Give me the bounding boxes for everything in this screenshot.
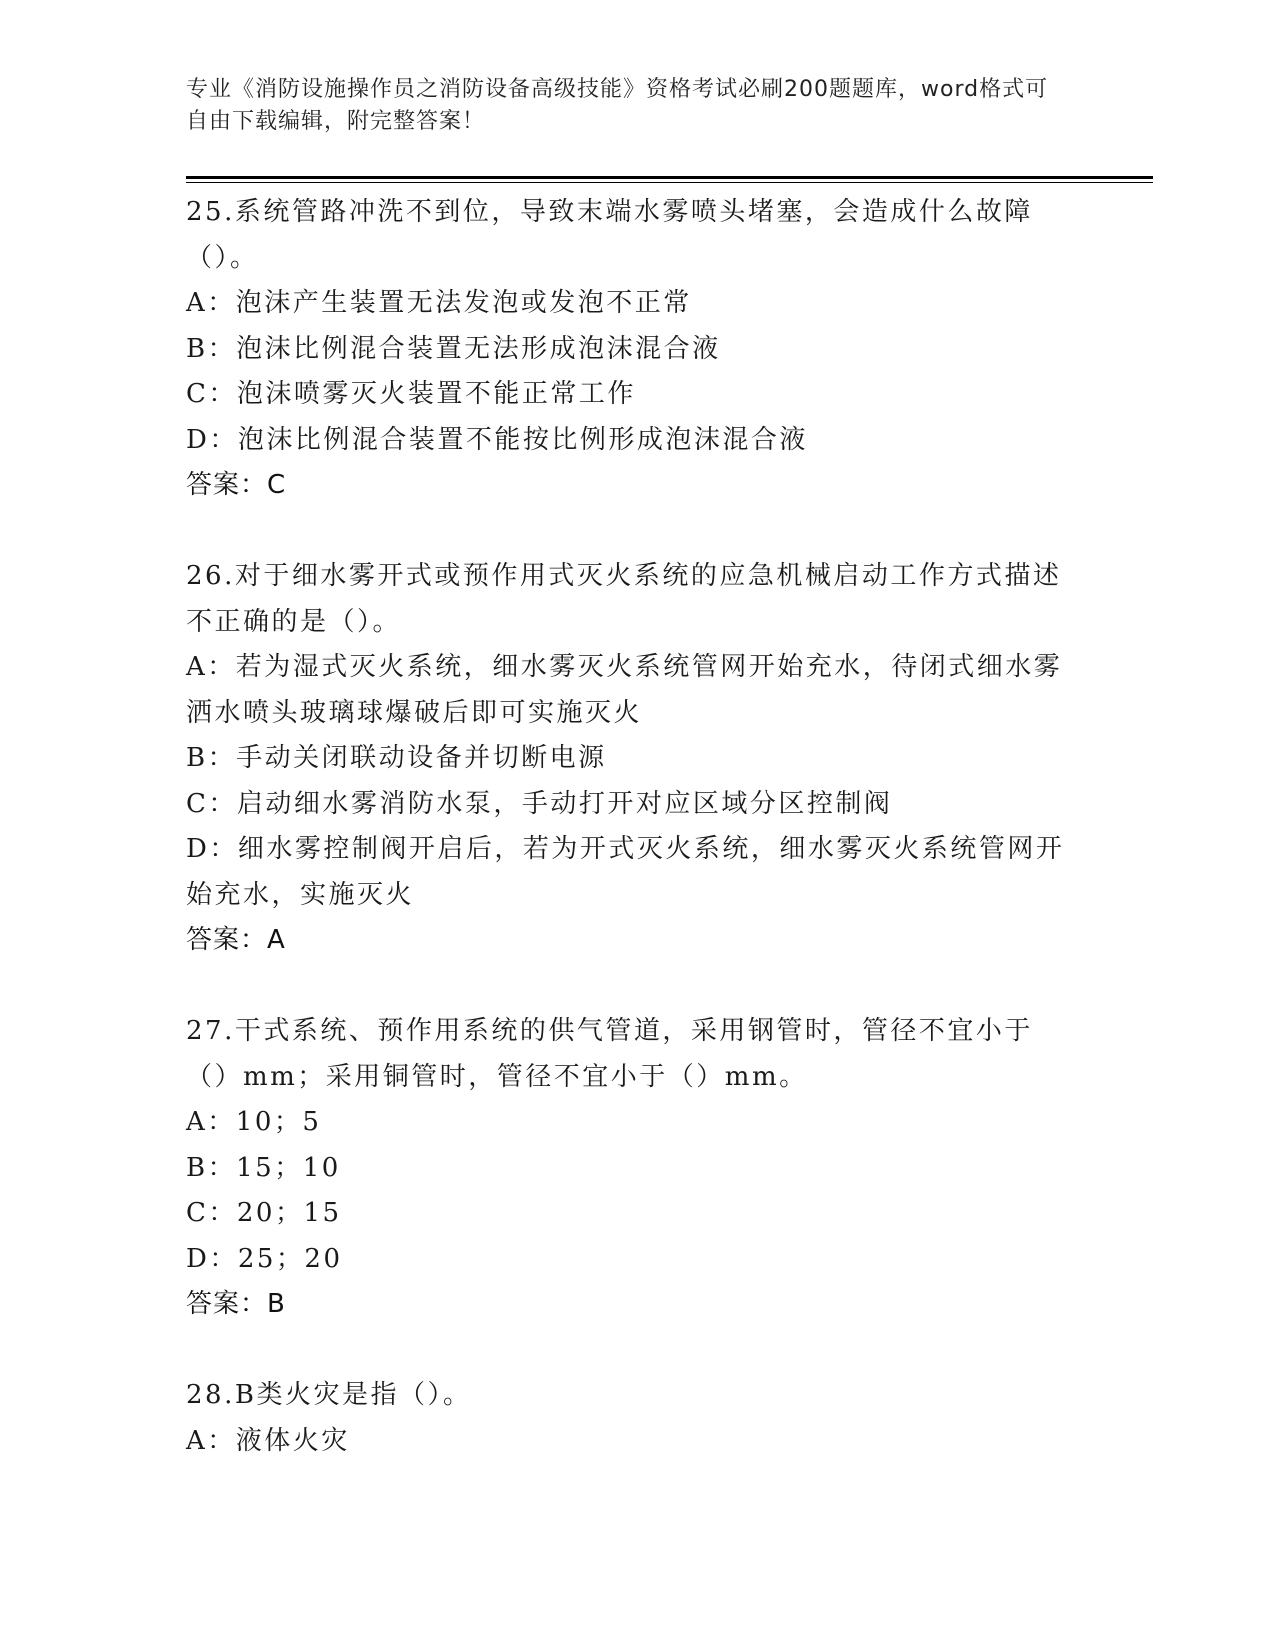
- option-b: B：泡沫比例混合装置无法形成泡沫混合液: [186, 333, 721, 364]
- document-header: 专业《消防设施操作员之消防设备高级技能》资格考试必刷200题题库，word格式可自由下载编辑，附完整答案！: [186, 77, 1049, 134]
- option-d: D：25；20: [186, 1243, 343, 1274]
- question-stem: 25.系统管路冲洗不到位，导致末端水雾喷头堵塞，会造成什么故障（）。: [186, 197, 1033, 273]
- header-divider-thick: [186, 176, 1153, 179]
- question-27: [186, 1009, 1076, 1328]
- question-stem: 27.干式系统、预作用系统的供气管道，采用钢管时，管径不宜小于（）mm；采用铜管时，管径不宜小于（）mm。: [186, 1016, 1033, 1092]
- option-c: C：启动细水雾消防水泵，手动打开对应区域分区控制阀: [186, 788, 893, 819]
- question-26: [186, 554, 1076, 964]
- option-d: D：泡沫比例混合装置不能按比例形成泡沫混合液: [186, 424, 808, 455]
- option-a: A：液体火灾: [186, 1425, 350, 1456]
- option-a: A：10；5: [186, 1107, 322, 1137]
- option-d: D：细水雾控制阀开启后，若为开式灭火系统，细水雾灭火系统管网开始充水，实施灭火: [186, 834, 1065, 910]
- question-spacer: [186, 1328, 1076, 1374]
- option-b: B：15；10: [186, 1152, 341, 1183]
- question-stem: 26.对于细水雾开式或预作用式灭火系统的应急机械启动工作方式描述不正确的是（）。: [186, 561, 1062, 637]
- option-c: C：20；15: [186, 1198, 342, 1228]
- answer-line: 答案：C: [186, 470, 287, 500]
- option-c: C：泡沫喷雾灭火装置不能正常工作: [186, 379, 636, 409]
- question-list: [186, 190, 1076, 1464]
- question-28: [186, 1373, 1076, 1464]
- question-stem: 28.B类火灾是指（）。: [186, 1380, 472, 1410]
- answer-line: 答案：B: [186, 1289, 286, 1319]
- option-b: B：手动关闭联动设备并切断电源: [186, 743, 607, 773]
- question-25: [186, 190, 1076, 509]
- question-spacer: [186, 964, 1076, 1010]
- option-a: A：若为湿式灭火系统，细水雾灭火系统管网开始充水，待闭式细水雾洒水喷头玻璃球爆破后即可实施灭火: [186, 652, 1063, 728]
- header-divider-thin: [186, 182, 1153, 183]
- option-a: A：泡沫产生装置无法发泡或发泡不正常: [186, 288, 692, 318]
- question-spacer: [186, 509, 1076, 555]
- answer-line: 答案：A: [186, 925, 286, 955]
